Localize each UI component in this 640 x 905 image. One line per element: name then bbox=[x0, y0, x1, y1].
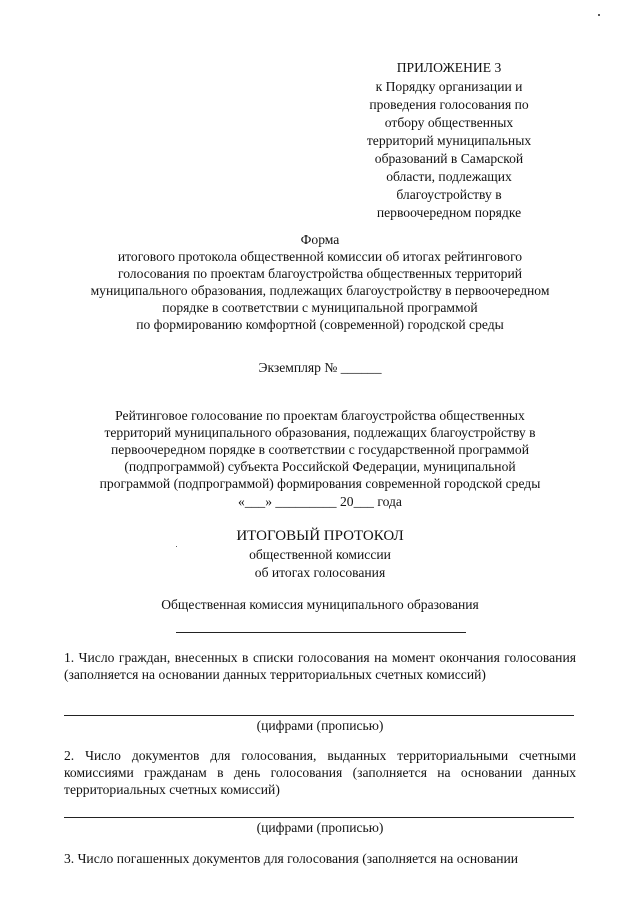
form-line: итогового протокола общественной комиссии об итогах рейтингового bbox=[117, 249, 523, 264]
appendix-line: благоустройству в bbox=[396, 187, 502, 202]
appendix-line: образований в Самарской bbox=[374, 151, 524, 166]
protocol-title: ИТОГОВЫЙ ПРОТОКОЛ bbox=[236, 528, 404, 544]
protocol-item-1: 1. Число граждан, внесенных в списки голосования на момент окончания голосования (заполняется на основании данных территориальных счетных комиссий) bbox=[64, 650, 576, 682]
commission-label: Общественная комиссия муниципального образования bbox=[161, 597, 479, 612]
form-line: голосования по проектам благоустройства общественных территорий bbox=[117, 266, 523, 281]
protocol-item-2: 2. Число документов для голосования, выданных территориальными счетными комиссиями гражданам в день голосования (заполняется на основании данных территориальных счетных комиссий) bbox=[64, 748, 576, 797]
appendix-line: отбору общественных bbox=[384, 115, 514, 130]
protocol-subtitle: об итогах голосования bbox=[254, 565, 386, 580]
vote-line: территорий муниципального образования, подлежащих благоустройству в bbox=[104, 425, 536, 440]
form-line: муниципального образования, подлежащих благоустройству в первоочередном bbox=[90, 283, 550, 298]
vote-line: первоочередном порядке в соответствии с государственной программой bbox=[111, 442, 529, 457]
vote-line: программой (подпрограммой) формирования современной городской среды bbox=[99, 476, 541, 491]
appendix-line: проведения голосования по bbox=[369, 97, 529, 112]
appendix-line: области, подлежащих bbox=[386, 169, 512, 184]
vote-line: Рейтинговое голосование по проектам благоустройства общественных bbox=[115, 408, 525, 423]
item-1-caption: (цифрами (прописью) bbox=[256, 718, 384, 733]
form-heading: Форма bbox=[300, 232, 340, 247]
protocol-item-3: 3. Число погашенных документов для голосования (заполняется на основании bbox=[64, 851, 519, 866]
item-1-answer-blank-line bbox=[64, 715, 574, 716]
item-2-caption: (цифрами (прописью) bbox=[256, 820, 384, 835]
appendix-line: территорий муниципальных bbox=[366, 133, 532, 148]
appendix-line: первоочередном порядке bbox=[376, 205, 522, 220]
vote-line: (подпрограммой) субъекта Российской Федерации, муниципальной bbox=[124, 459, 516, 474]
scan-speck bbox=[598, 14, 600, 16]
copy-number-label: Экземпляр № ______ bbox=[258, 360, 382, 375]
vote-date-line: «___» _________ 20___ года bbox=[238, 494, 402, 509]
item-2-answer-blank-line bbox=[64, 817, 574, 818]
protocol-subtitle: общественной комиссии bbox=[249, 547, 391, 562]
appendix-heading: ПРИЛОЖЕНИЕ 3 bbox=[396, 60, 502, 75]
commission-name-blank-line bbox=[176, 632, 466, 633]
form-line: порядке в соответствии с муниципальной программой bbox=[162, 300, 478, 315]
appendix-line: к Порядку организации и bbox=[375, 79, 523, 94]
form-line: по формированию комфортной (современной) городской среды bbox=[136, 317, 504, 332]
